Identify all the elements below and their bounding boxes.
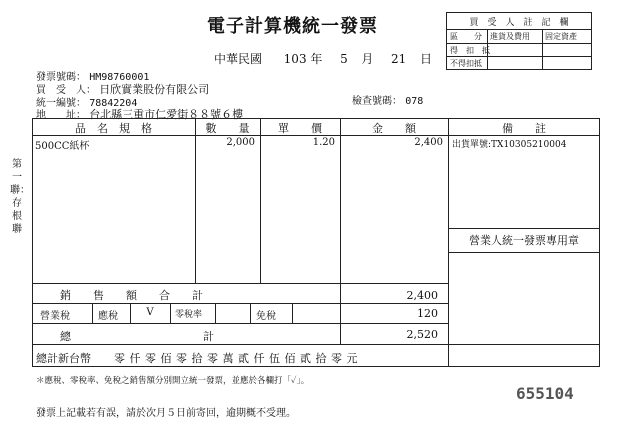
taxable-checkbox: V — [146, 307, 154, 318]
date-year: 103 — [283, 52, 307, 66]
table-row-item: 500CC紙杯 — [35, 141, 90, 152]
address-label: 地 址： — [36, 110, 86, 121]
invoice-date — [214, 50, 432, 67]
date-month: 5 — [340, 52, 348, 66]
col-header-item: 品 名 規 格 — [75, 122, 152, 135]
exempt-label: 免稅 — [256, 311, 276, 322]
serial-number: 655104 — [516, 384, 574, 403]
col-header-note: 備 註 — [502, 122, 546, 135]
chinese-total-amount: 零 仟 零 佰 零 拾 零 萬 貳 仟 伍 佰 貳 拾 零 元 — [114, 352, 358, 365]
grand-total-label: 總 計 — [60, 330, 214, 343]
copy-side-label: 第一聯：存根聯 — [10, 159, 30, 235]
sales-total-label: 銷 售 額 合 計 — [60, 289, 203, 302]
remark-col-fixed-assets: 固定資產 — [545, 32, 577, 41]
check-code-row — [352, 92, 423, 107]
col-header-amount: 金 額 — [372, 122, 416, 135]
business-seal-label: 營業人統一發票專用章 — [469, 234, 579, 247]
col-header-price: 單 價 — [278, 122, 322, 135]
invoice-number: HM98760001 — [89, 72, 150, 83]
table-row-amount: 2,400 — [414, 137, 443, 148]
remark-row-deductible: 得 扣 抵 — [450, 46, 490, 55]
date-month-unit: 月 — [361, 52, 374, 66]
invoice-number-label: 發票號碼： — [36, 72, 86, 83]
tax-label: 營業稅 — [40, 311, 70, 322]
remark-row-non-deductible: 不得扣抵 — [450, 59, 482, 68]
remark-col-category: 區 分 — [450, 32, 482, 41]
taxable-label: 應稅 — [98, 311, 118, 322]
date-era: 中華民國 — [214, 52, 263, 66]
zero-rate-label: 零稅率 — [175, 310, 203, 320]
tax-id: 78842204 — [89, 98, 138, 109]
tax-id-label: 統一編號： — [36, 98, 86, 109]
remark-col-purchases: 進貨及費用 — [490, 32, 530, 41]
date-year-unit: 年 — [310, 52, 323, 66]
footnote: ＊應稅、零稅率、免稅之銷售額分別開立統一發票，並應於各欄打「✓」。 — [36, 376, 310, 386]
address: 台北縣三重市仁愛街８８號６樓 — [89, 108, 244, 121]
sales-total-amount: 2,400 — [406, 289, 438, 302]
buyer-label: 買 受 人： — [36, 85, 96, 96]
grand-total-amount: 2,520 — [406, 328, 438, 341]
date-day: 21 — [391, 52, 407, 66]
invoice-title: 電子計算機統一發票 — [207, 16, 378, 37]
check-code-label: 檢查號碼： — [352, 96, 402, 107]
remark-box-title: 買 受 人 註 記 欄 — [469, 18, 569, 28]
table-row-price: 1.20 — [312, 137, 335, 148]
correction-notice: 發票上記載若有誤，請於次月５日前寄回，逾期概不受理。 — [36, 408, 296, 419]
check-code: 078 — [405, 96, 424, 107]
date-day-unit: 日 — [419, 52, 432, 66]
table-row-qty: 2,000 — [226, 137, 255, 148]
col-header-qty: 數 量 — [205, 122, 250, 135]
tax-amount: 120 — [417, 307, 438, 320]
buyer-name: 日欣實業股份有限公司 — [99, 83, 210, 96]
table-row-note: 出貨單號:TX10305210004 — [452, 140, 567, 150]
chinese-total-label: 總計新台幣 — [36, 352, 91, 365]
buyer-remark-box — [446, 12, 592, 70]
